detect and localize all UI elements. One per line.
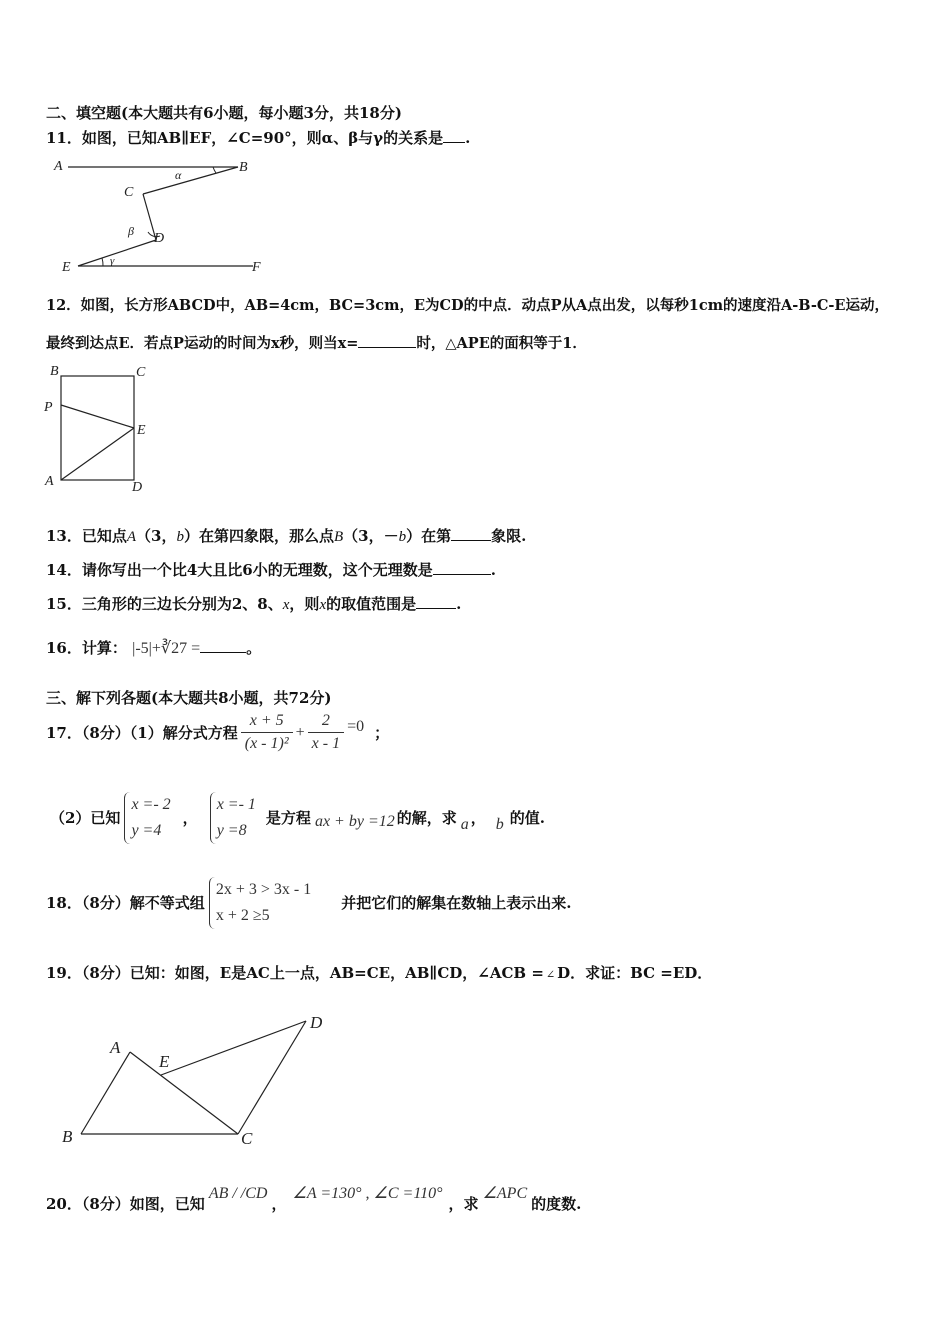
question-16: [46, 638, 261, 659]
question-17-part-1: [46, 710, 389, 755]
q11-label-f: F: [252, 260, 261, 275]
q11-label-c: C: [124, 185, 134, 200]
question-19: [46, 963, 712, 985]
q17-part-2-mid: 是方程: [265, 809, 311, 827]
q11-label-d: D: [154, 231, 165, 246]
q15-text-mid: ，则: [289, 595, 320, 613]
q15-end: .: [456, 595, 462, 613]
q17-fraction-1: [241, 710, 293, 755]
q11-label-gamma: γ: [110, 255, 115, 267]
q12-label-e: E: [137, 423, 146, 438]
q19-label-e: E: [159, 1052, 170, 1071]
section-3-title: 三、解下列各题(本大题共8小题，共72分): [46, 689, 332, 707]
q17-system-1: [124, 792, 170, 844]
q18-rest: 并把它们的解集在数轴上表示出来.: [341, 894, 572, 912]
q17-fraction-1-denominator: (x - 1)²: [241, 732, 293, 755]
q13-var-b: b: [176, 529, 184, 545]
section-2-title: 二、填空题(本大题共有6小题，每小题3分，共18分): [46, 104, 402, 122]
q15-var-x-2: x: [319, 597, 327, 613]
q11-end: .: [465, 129, 471, 147]
question-12-line-2: [46, 333, 587, 354]
q20-end: 的度数.: [531, 1195, 582, 1213]
q17-semicolon: ；: [374, 723, 390, 742]
q13-blank: [451, 526, 491, 541]
q17-fraction-1-numerator: x + 5: [249, 712, 284, 729]
q13-text-c: ）在第四象限，那么点: [183, 527, 334, 545]
q20-angle-expression: ∠A =130° , ∠C =110°: [292, 1185, 443, 1202]
q19-end: D．求证：BC =ED．: [557, 964, 713, 982]
q11-label-beta: β: [128, 224, 134, 238]
q12-label-c: C: [136, 365, 146, 380]
q13-text-d: （3，－: [343, 527, 399, 545]
q11-blank: [443, 128, 465, 143]
q17-system-1-line-2: y =4: [131, 822, 162, 839]
q12-blank: [358, 333, 416, 348]
question-11: [46, 128, 470, 148]
q13-point-b: B: [334, 529, 344, 545]
q17-system-2: [210, 792, 256, 844]
q16-end: 。: [246, 639, 262, 657]
q18-inequality-2: x + 2 ≥5: [215, 907, 270, 924]
q13-text-a: 13．已知点: [46, 527, 127, 545]
q17-equals-zero: =0: [347, 717, 365, 735]
q17-plus: +: [295, 723, 305, 741]
q19-figure: [58, 1008, 348, 1153]
question-15: [46, 594, 461, 615]
q14-blank: [433, 560, 491, 575]
q12-label-b: B: [50, 364, 59, 379]
q19-label-d: D: [310, 1013, 323, 1032]
q16-expression: |-5|+∛27 =: [132, 640, 201, 657]
q11-label-a: A: [54, 159, 63, 174]
q18-label: 18．（8分）解不等式组: [46, 894, 205, 912]
q17-system-2-line-2: y =8: [216, 822, 247, 839]
q11-label-alpha: α: [175, 168, 182, 182]
q13-var-b-2: b: [398, 529, 407, 545]
q12-figure: [40, 362, 160, 494]
q20-angle-apc: ∠APC: [482, 1185, 528, 1202]
q13-text-e: ）在第: [406, 527, 452, 545]
question-12-line-1: 12．如图，长方形ABCD中，AB=4cm，BC=3cm，E为CD的中点．动点P从A点出发，以每秒1cm的速度沿A-B-C-E运动，: [46, 297, 889, 314]
q19-label-c: C: [241, 1129, 253, 1148]
q14-text: 14．请你写出一个比4大且比6小的无理数，这个无理数是: [46, 561, 433, 579]
q17-var-b: b: [495, 816, 504, 833]
q17-fraction-2-denominator: x - 1: [308, 732, 344, 755]
q13-text-b: （3，: [136, 527, 177, 545]
q17-equation: ax + by =12: [314, 813, 395, 830]
q16-blank: [200, 638, 246, 653]
q17-separator: ，: [470, 809, 486, 827]
q17-part-2-label: （2）已知: [50, 809, 121, 827]
q17-fraction-2-numerator: 2: [321, 712, 330, 729]
q11-label-b: B: [239, 160, 248, 175]
q19-angle-symbol: ∠: [545, 968, 556, 981]
q18-inequality-system: [209, 877, 311, 929]
question-17-part-2: [50, 792, 545, 844]
q15-blank: [416, 594, 456, 609]
q17-label: 17．（8分）（1）解分式方程: [46, 723, 238, 742]
q15-var-x: x: [282, 597, 290, 613]
q12-label-a: A: [45, 474, 54, 489]
q11-figure: [48, 152, 278, 277]
q17-comma: ，: [182, 809, 198, 827]
question-18: [46, 877, 571, 929]
q20-parallel-expression: AB / /CD: [208, 1185, 268, 1202]
q20-ask: ，求: [448, 1195, 479, 1213]
q16-label: 16．计算：: [46, 639, 127, 657]
q17-part-2-rest: 的解，求: [396, 809, 457, 827]
q17-system-2-line-1: x =- 1: [216, 796, 256, 813]
q12-label-d: D: [132, 480, 143, 494]
q19-label-b: B: [62, 1127, 73, 1146]
q15-text: 15．三角形的三边长分别为2、8、: [46, 595, 283, 613]
q20-label: 20．（8分）如图，已知: [46, 1195, 205, 1213]
q12-text-a: 最终到达点E．若点P运动的时间为x秒，则当x=: [46, 335, 359, 352]
q20-comma: ，: [271, 1195, 287, 1213]
question-14: [46, 560, 496, 580]
q11-label-e: E: [62, 260, 71, 275]
q17-system-1-line-1: x =- 2: [131, 796, 171, 813]
q12-label-p: P: [44, 400, 53, 415]
q18-inequality-1: 2x + 3 > 3x - 1: [215, 881, 312, 898]
q13-point-a: A: [126, 529, 137, 545]
q17-part-2-end: 的值.: [509, 809, 545, 827]
q17-var-a: a: [460, 816, 469, 833]
q15-text-rest: 的取值范围是: [326, 595, 417, 613]
q12-text-b: 时，△APE的面积等于1．: [416, 335, 587, 352]
q19-label-a: A: [110, 1038, 121, 1057]
q17-fraction-2: [308, 710, 344, 755]
q11-text: 11．如图，已知AB∥EF，∠C=90°，则α、β与γ的关系是: [46, 129, 444, 147]
q19-text: 19．（8分）已知：如图，E是AC上一点，AB=CE，AB∥CD，∠ACB =: [46, 964, 544, 982]
q13-text-f: 象限.: [491, 527, 527, 545]
question-13: [46, 526, 526, 547]
question-20: [46, 1184, 581, 1214]
q14-end: .: [490, 561, 496, 579]
